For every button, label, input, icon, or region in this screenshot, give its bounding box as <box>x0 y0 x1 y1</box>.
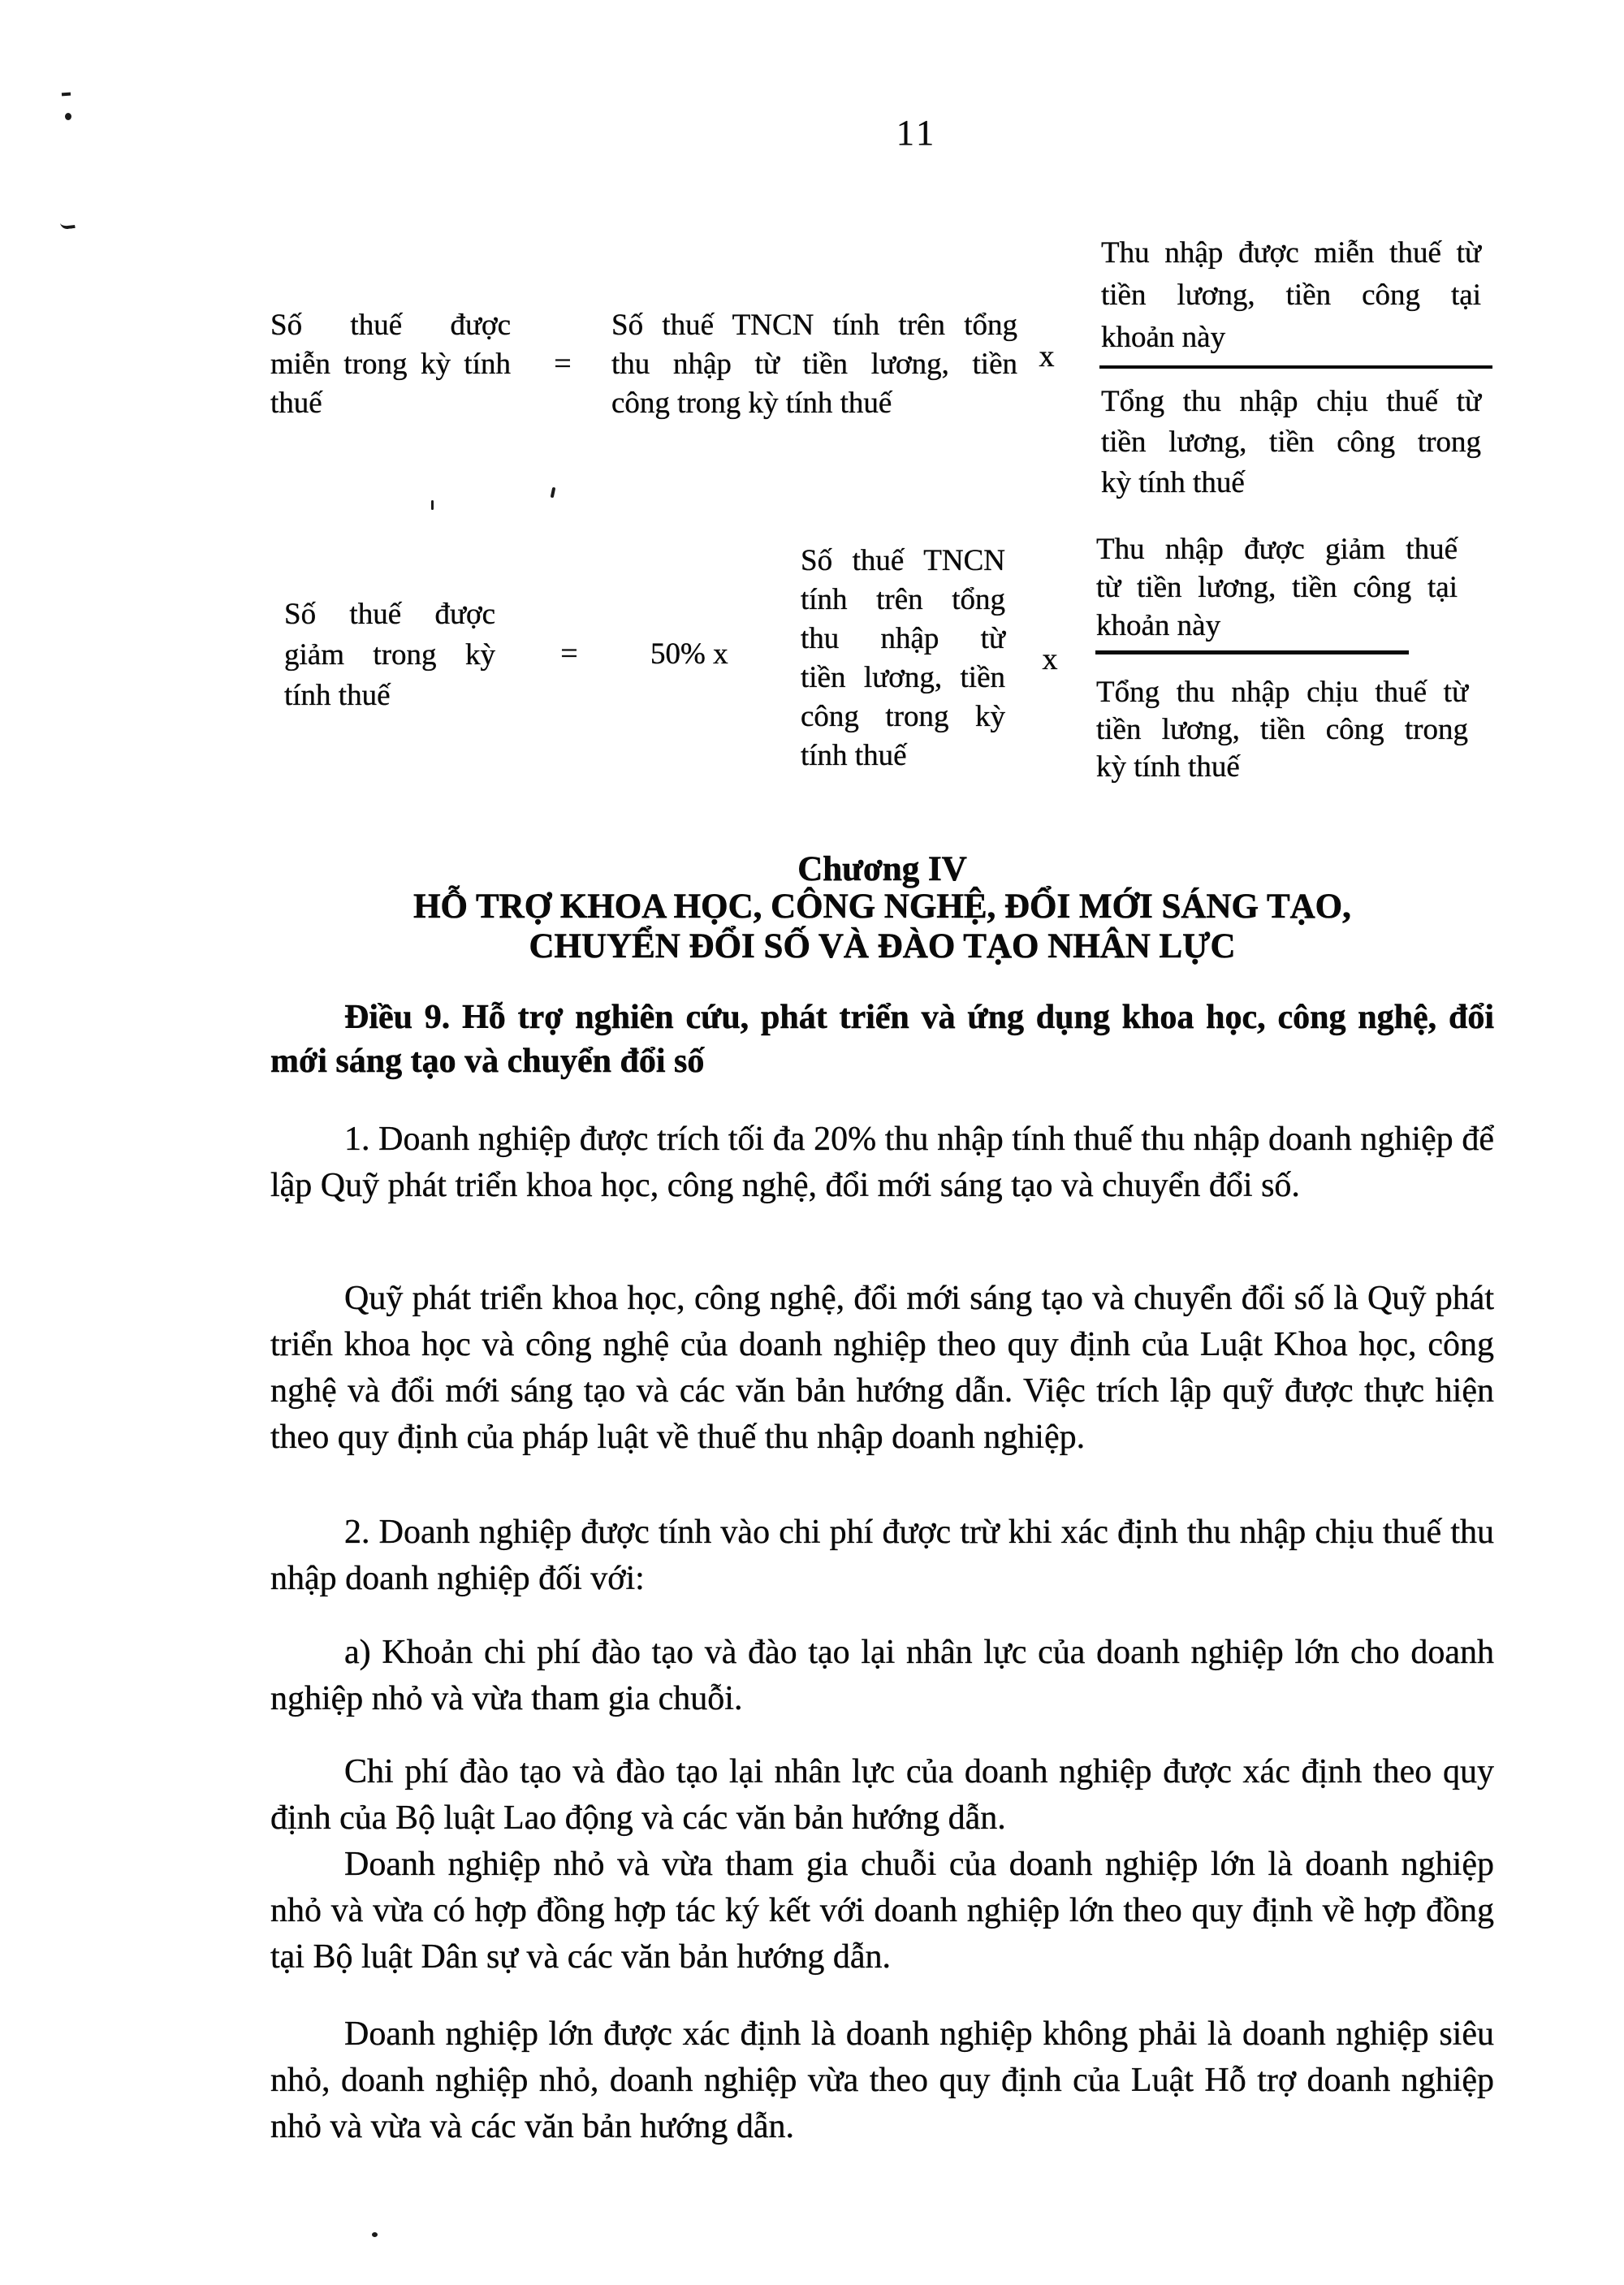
chapter-title-line-1: HỖ TRỢ KHOA HỌC, CÔNG NGHỆ, ĐỔI MỚI SÁNG TẠO, <box>413 888 1351 926</box>
body-paragraph-1: 1. Doanh nghiệp được trích tối đa 20% thu nhập tính thuế thu nhập doanh nghiệp để lập Quỹ phát triển khoa học, công nghệ, đổi mới sáng tạo và chuyển đổi số. <box>270 1121 1494 1204</box>
percentage-coefficient: 50% x <box>650 637 728 671</box>
body-paragraph-4: a) Khoản chi phí đào tạo và đào tạo lại nhân lực của doanh nghiệp lớn cho doanh nghiệp nhỏ và vừa tham gia chuỗi. <box>270 1634 1494 1717</box>
multiply-sign: x <box>1039 339 1055 374</box>
formula-result-label: Số thuế được giảm trong kỳ tính thuế <box>284 598 495 712</box>
body-paragraph-7: Doanh nghiệp lớn được xác định là doanh nghiệp không phải là doanh nghiệp siêu nhỏ, doanh nghiệp nhỏ, doanh nghiệp vừa theo quy định của Luật Hỗ trợ doanh nghiệp nhỏ và vừa và các văn bản hướng dẫn. <box>270 2015 1494 2145</box>
pit-total-tax-label: Số thuế TNCN tính trên tổng thu nhập từ tiền lương, tiền công trong kỳ tính thuế <box>611 309 1017 420</box>
fraction-denominator: Tổng thu nhập chịu thuế từ tiền lương, tiền công trong kỳ tính thuế <box>1101 385 1481 499</box>
body-paragraph-3: 2. Doanh nghiệp được tính vào chi phí được trừ khi xác định thu nhập chịu thuế thu nhập doanh nghiệp đối với: <box>270 1514 1494 1597</box>
fraction-numerator: Thu nhập được giảm thuế từ tiền lương, tiền công tại khoản này <box>1096 533 1458 642</box>
body-paragraph-2: Quỹ phát triển khoa học, công nghệ, đổi mới sáng tạo và chuyển đổi số là Quỹ phát triển khoa học và công nghệ của doanh nghiệp theo quy định của Luật Khoa học, công nghệ và đổi mới sáng tạo và các văn bản hướng dẫn. Việc trích lập quỹ được thực hiện theo quy định của pháp luật về thuế thu nhập doanh nghiệp. <box>270 1280 1494 1456</box>
formula-result-label: Số thuế được miễn trong kỳ tính thuế <box>270 309 511 420</box>
chapter-title-line-2: CHUYỂN ĐỔI SỐ VÀ ĐÀO TẠO NHÂN LỰC <box>529 927 1236 965</box>
fraction-bar <box>1095 650 1409 654</box>
page-number: 11 <box>896 113 938 153</box>
equals-sign: = <box>554 347 572 381</box>
article-heading: Điều 9. Hỗ trợ nghiên cứu, phát triển và ứng dụng khoa học, công nghệ, đổi mới sáng tạo và chuyển đổi số <box>270 999 1494 1080</box>
chapter-label: Chương IV <box>797 850 967 888</box>
fraction-denominator: Tổng thu nhập chịu thuế từ tiền lương, tiền công trong kỳ tính thuế <box>1096 676 1468 784</box>
pit-total-tax-label: Số thuế TNCN tính trên tổng thu nhập từ tiền lương, tiền công trong kỳ tính thuế <box>801 544 1005 772</box>
body-paragraph-6: Doanh nghiệp nhỏ và vừa tham gia chuỗi của doanh nghiệp lớn là doanh nghiệp nhỏ và vừa có hợp đồng hợp tác ký kết với doanh nghiệp lớn theo quy định về hợp đồng tại Bộ luật Dân sự và các văn bản hướng dẫn. <box>270 1846 1494 1976</box>
multiply-sign: x <box>1042 642 1058 676</box>
equals-sign: = <box>560 637 578 671</box>
fraction-numerator: Thu nhập được miễn thuế từ tiền lương, tiền công tại khoản này <box>1101 236 1481 354</box>
body-paragraph-5: Chi phí đào tạo và đào tạo lại nhân lực của doanh nghiệp được xác định theo quy định của Bộ luật Lao động và các văn bản hướng dẫn. <box>270 1753 1494 1837</box>
